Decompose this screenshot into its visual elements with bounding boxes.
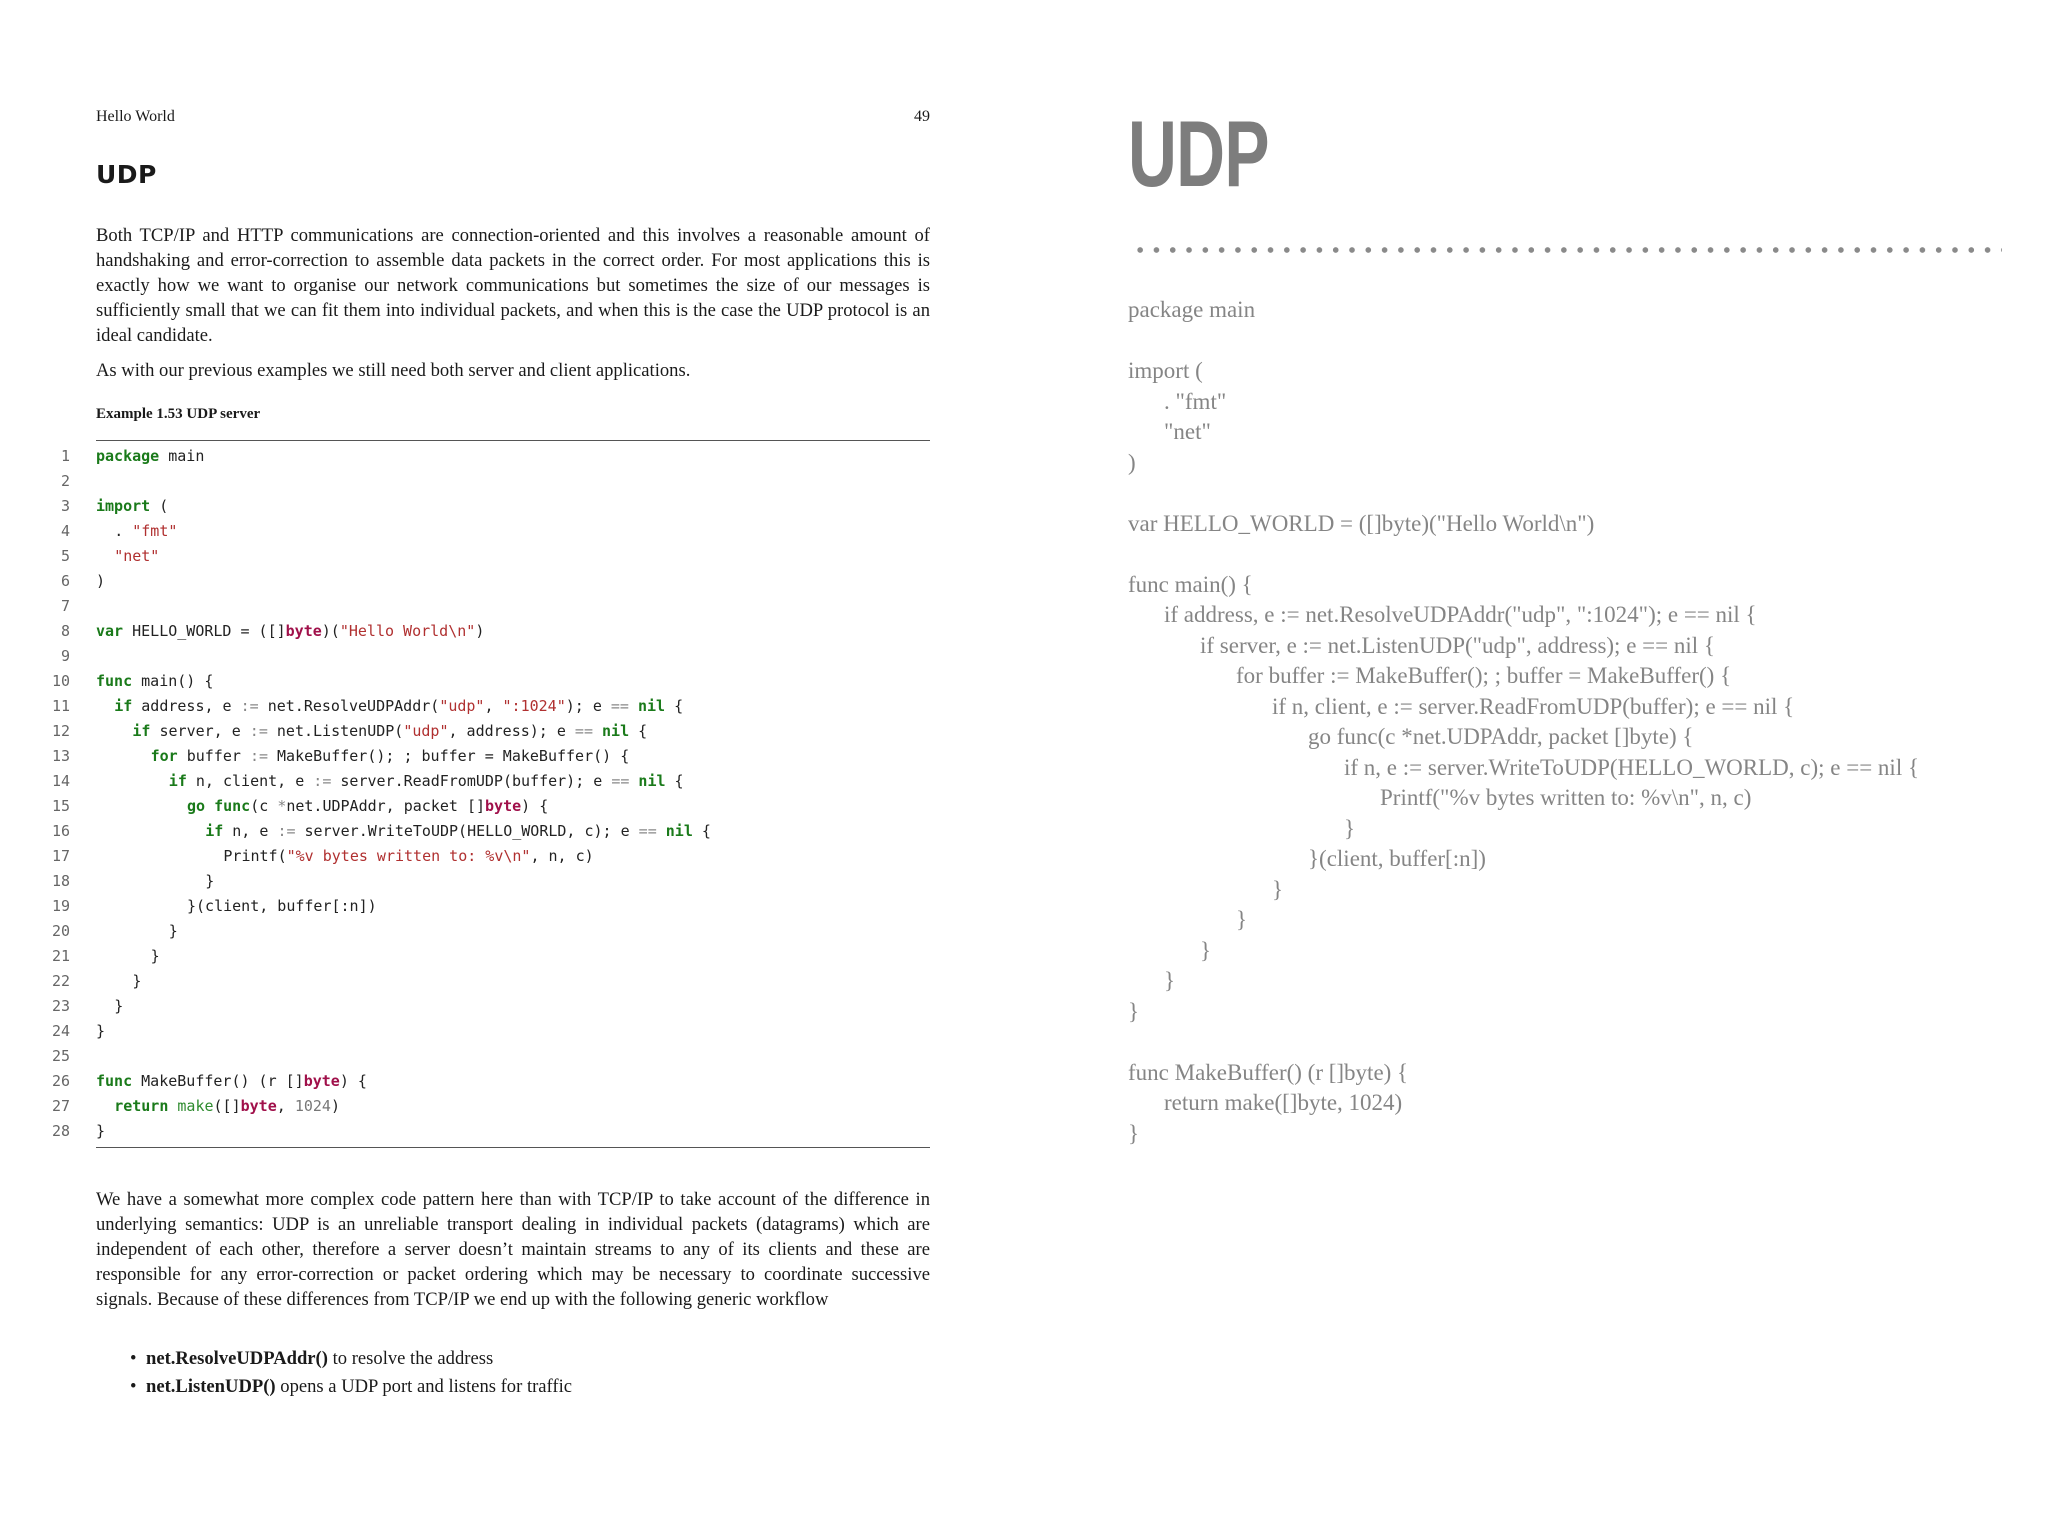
line-code — [151, 744, 630, 769]
code-token: byte — [303, 1072, 340, 1090]
code-token: net.ListenUDP( — [267, 722, 404, 740]
line-code — [132, 719, 647, 744]
intro-paragraph: Both TCP/IP and HTTP communications are connection-oriented and this involves a reasonable amount of handshaking and error-correction to assemble data packets in the correct order. For most applications this is exactly how we want to organise our network communications but sometimes the size of our messages is sufficiently small that we can fit them into individual packets, and when this is the case the UDP protocol is an ideal candidate. — [96, 225, 930, 346]
code-line — [51, 819, 930, 844]
code-token: } — [205, 872, 215, 890]
code-token: }(client, buffer[:n]) — [187, 897, 377, 915]
line-code — [169, 919, 178, 944]
code-token: import — [96, 497, 151, 515]
code-token: "%v bytes written to: %v\n" — [286, 847, 531, 865]
code-line — [60, 644, 930, 669]
code-token: MakeBuffer() (r [] — [132, 1072, 304, 1090]
preview-code-line: } — [1164, 968, 1176, 993]
code-token: if — [132, 722, 151, 740]
example-caption: Example 1.53 UDP server — [96, 406, 261, 422]
list-item-text: to resolve the address — [327, 1348, 494, 1369]
line-number: 16 — [51, 822, 70, 840]
code-token: func — [96, 672, 133, 690]
code-token: nil — [602, 722, 630, 740]
line-code — [96, 494, 168, 519]
line-number: 13 — [51, 747, 70, 765]
line-code — [114, 694, 683, 719]
line-number: 20 — [51, 922, 70, 940]
code-line — [51, 1019, 930, 1044]
code-token: "udp" — [403, 722, 449, 740]
code-line — [60, 519, 930, 544]
preview-code-line: } — [1128, 1120, 1140, 1146]
code-token: )( — [321, 622, 340, 640]
code-token: , n, c) — [530, 847, 594, 865]
preview-code-line: import ( — [1128, 358, 1203, 383]
code-line — [51, 1069, 930, 1094]
code-token: 1024 — [294, 1097, 331, 1115]
code-token: , address); e — [448, 722, 575, 740]
code-token: == — [611, 772, 630, 790]
code-token: byte — [285, 622, 322, 640]
code-token: } — [96, 1122, 106, 1140]
line-code — [96, 669, 213, 694]
code-line — [51, 869, 930, 894]
code-token: byte — [485, 797, 522, 815]
code-listing — [51, 440, 930, 1148]
code-token: ( — [150, 497, 169, 515]
code-line — [60, 494, 930, 519]
code-token: , — [484, 697, 503, 715]
code-line — [60, 544, 930, 569]
list-item — [96, 1373, 572, 1401]
line-code — [114, 519, 177, 544]
list-item — [96, 1345, 572, 1373]
code-line — [51, 669, 930, 694]
chapter-title: UDP — [1128, 101, 1269, 206]
line-code — [96, 1069, 367, 1094]
code-token: := — [249, 722, 268, 740]
code-token: , — [276, 1097, 295, 1115]
code-token: } — [168, 922, 178, 940]
line-number: 7 — [60, 597, 70, 615]
line-number: 12 — [51, 722, 70, 740]
code-token: . — [114, 522, 133, 540]
code-token: return — [114, 1097, 169, 1115]
line-number: 5 — [60, 547, 70, 565]
code-token: Printf( — [223, 847, 287, 865]
line-code — [169, 769, 684, 794]
line-number: 9 — [60, 647, 70, 665]
code-token: ) { — [339, 1072, 367, 1090]
intro-paragraph: As with our previous examples we still need both server and client applications. — [96, 360, 691, 381]
line-number: 18 — [51, 872, 70, 890]
list-item-term: net.ResolveUDPAddr() — [146, 1348, 328, 1369]
code-line — [51, 994, 930, 1019]
line-code — [187, 794, 548, 819]
line-code — [151, 944, 160, 969]
code-token: n, e — [223, 822, 278, 840]
line-number: 21 — [51, 947, 70, 965]
code-token — [629, 697, 638, 715]
code-token: "fmt" — [132, 522, 178, 540]
code-token: == — [610, 697, 629, 715]
code-line — [51, 844, 930, 869]
code-token: ":1024" — [502, 697, 566, 715]
section-title: UDP — [96, 160, 157, 189]
line-code — [205, 819, 711, 844]
code-token: := — [277, 822, 296, 840]
preview-code-line: } — [1236, 907, 1248, 932]
code-line — [51, 894, 930, 919]
code-token: make — [177, 1097, 214, 1115]
code-token: } — [150, 947, 160, 965]
line-number: 23 — [51, 997, 70, 1015]
preview-code-line: if address, e := net.ResolveUDPAddr("udp", ":1024"); e == nil { — [1164, 602, 1757, 627]
code-token: ) — [96, 572, 106, 590]
code-token: MakeBuffer(); ; buffer = MakeBuffer() { — [268, 747, 630, 765]
code-token: nil — [665, 822, 693, 840]
code-line — [51, 944, 930, 969]
code-token: * — [277, 797, 287, 815]
code-token: ) — [475, 622, 485, 640]
code-line — [60, 469, 930, 494]
code-token: if — [205, 822, 224, 840]
preview-code-line: if n, client, e := server.ReadFromUDP(buffer); e == nil { — [1272, 693, 1795, 719]
bullet-icon: • — [130, 1348, 137, 1369]
code-token: func — [96, 1072, 133, 1090]
right-page — [1024, 0, 2048, 1536]
line-code — [114, 994, 123, 1019]
dotted-divider — [1132, 245, 2002, 255]
code-token: byte — [240, 1097, 277, 1115]
line-number: 8 — [60, 622, 70, 640]
code-token: } — [114, 997, 124, 1015]
code-token: go — [187, 797, 206, 815]
line-number: 19 — [51, 897, 70, 915]
line-code — [96, 444, 204, 469]
preview-code-line: }(client, buffer[:n]) — [1308, 846, 1486, 871]
code-line — [51, 744, 930, 769]
code-token — [593, 722, 602, 740]
page-number: 49 — [914, 108, 930, 125]
line-code — [114, 1094, 340, 1119]
preview-code-line: } — [1272, 876, 1284, 902]
code-line — [60, 619, 930, 644]
preview-code-line: if n, e := server.WriteToUDP(HELLO_WORLD, c); e == nil { — [1344, 754, 1919, 780]
code-token: (c — [250, 797, 278, 815]
code-token: ) — [330, 1097, 340, 1115]
code-token: if — [114, 697, 133, 715]
list-item-term: net.ListenUDP() — [146, 1376, 276, 1397]
line-number: 24 — [51, 1022, 70, 1040]
code-line — [51, 919, 930, 944]
line-number: 27 — [51, 1097, 70, 1115]
code-token: { — [665, 697, 684, 715]
code-token: := — [249, 747, 268, 765]
preview-code-line: } — [1200, 937, 1212, 963]
code-token: := — [240, 697, 259, 715]
preview-code-line: if server, e := net.ListenUDP("udp", address); e == nil { — [1200, 632, 1715, 658]
code-token: == — [574, 722, 593, 740]
line-number: 25 — [51, 1047, 70, 1065]
code-token: { — [692, 822, 711, 840]
line-code — [96, 619, 484, 644]
preview-code-line: go func(c *net.UDPAddr, packet []byte) { — [1308, 724, 1694, 749]
code-token: address, e — [132, 697, 241, 715]
code-token: server.WriteToUDP(HELLO_WORLD, c); e — [295, 822, 639, 840]
running-head-title: Hello World — [96, 108, 175, 125]
code-token: nil — [638, 697, 666, 715]
code-token: ([] — [213, 1097, 241, 1115]
line-number: 15 — [51, 797, 70, 815]
code-token: ) { — [521, 797, 549, 815]
code-token: main() { — [132, 672, 214, 690]
code-token: nil — [638, 772, 666, 790]
bullet-icon: • — [130, 1376, 137, 1397]
code-token — [657, 822, 666, 840]
code-token: server.ReadFromUDP(buffer); e — [331, 772, 612, 790]
line-number: 17 — [51, 847, 70, 865]
code-line — [60, 569, 930, 594]
code-token: } — [96, 1022, 106, 1040]
code-token: for — [150, 747, 178, 765]
line-code — [96, 569, 105, 594]
code-token: { — [629, 722, 648, 740]
line-code — [205, 869, 214, 894]
line-code — [96, 1119, 105, 1144]
code-line — [51, 1094, 930, 1119]
line-code — [223, 844, 593, 869]
code-line — [51, 1119, 930, 1144]
list-item-text: opens a UDP port and listens for traffic — [275, 1376, 573, 1397]
preview-code-line: } — [1128, 998, 1140, 1024]
code-token: buffer — [177, 747, 250, 765]
code-token: net.ResolveUDPAddr( — [258, 697, 440, 715]
preview-code-line: var HELLO_WORLD = ([]byte)("Hello World\n") — [1128, 510, 1595, 536]
line-number: 26 — [51, 1072, 70, 1090]
code-token: net.UDPAddr, packet [] — [286, 797, 486, 815]
code-token: "udp" — [439, 697, 485, 715]
code-line — [60, 594, 930, 619]
code-token — [205, 797, 214, 815]
code-token: "Hello World\n" — [339, 622, 476, 640]
line-number: 4 — [60, 522, 70, 540]
line-number: 10 — [51, 672, 70, 690]
body-paragraph: We have a somewhat more complex code pattern here than with TCP/IP to take account of the difference in underlying semantics: UDP is an unreliable transport dealing in individual packets (datagrams) which are independent of each other, therefore a server doesn’t maintain streams to any of its clients and these are responsible for any error-correction or packet ordering which may be necessary to coordinate successive signals. Because of these differences from TCP/IP we end up with the following generic workflow — [96, 1189, 930, 1310]
preview-code-line: . "fmt" — [1164, 388, 1227, 414]
code-token: := — [313, 772, 332, 790]
line-number: 1 — [60, 447, 70, 465]
code-token: main — [159, 447, 205, 465]
line-number: 3 — [60, 497, 70, 515]
code-line — [51, 769, 930, 794]
preview-code-line: package main — [1128, 297, 1256, 322]
code-line — [51, 969, 930, 994]
code-token: n, client, e — [186, 772, 314, 790]
line-code — [96, 1019, 105, 1044]
code-token: { — [665, 772, 684, 790]
code-token: server, e — [150, 722, 250, 740]
line-number: 11 — [51, 697, 70, 715]
line-code — [187, 894, 377, 919]
workflow-list — [96, 1345, 572, 1401]
line-code — [132, 969, 141, 994]
line-number: 14 — [51, 772, 70, 790]
code-token: HELLO_WORLD = ([] — [123, 622, 286, 640]
code-line — [60, 444, 930, 469]
line-number: 22 — [51, 972, 70, 990]
code-token: if — [168, 772, 187, 790]
line-code — [114, 544, 159, 569]
code-token: package — [96, 447, 160, 465]
preview-code-line: } — [1344, 815, 1356, 841]
code-token: ); e — [565, 697, 611, 715]
preview-code-line: Printf("%v bytes written to: %v\n", n, c) — [1380, 785, 1752, 810]
line-number: 28 — [51, 1122, 70, 1140]
preview-code-line: return make([]byte, 1024) — [1164, 1090, 1403, 1115]
code-line — [51, 1044, 930, 1069]
code-line — [51, 719, 930, 744]
preview-code-line: for buffer := MakeBuffer(); ; buffer = MakeBuffer() { — [1236, 663, 1732, 688]
preview-code-line: ) — [1128, 449, 1136, 475]
preview-code-line: "net" — [1164, 419, 1211, 444]
preview-code-line: func main() { — [1128, 571, 1253, 597]
code-token: == — [638, 822, 657, 840]
code-line — [51, 794, 930, 819]
preview-code-line: func MakeBuffer() (r []byte) { — [1128, 1059, 1409, 1085]
code-token: "net" — [114, 547, 160, 565]
code-token: } — [132, 972, 142, 990]
code-token: var — [96, 622, 124, 640]
code-line — [51, 694, 930, 719]
line-number: 2 — [60, 472, 70, 490]
line-number: 6 — [60, 572, 70, 590]
code-token: func — [214, 797, 251, 815]
